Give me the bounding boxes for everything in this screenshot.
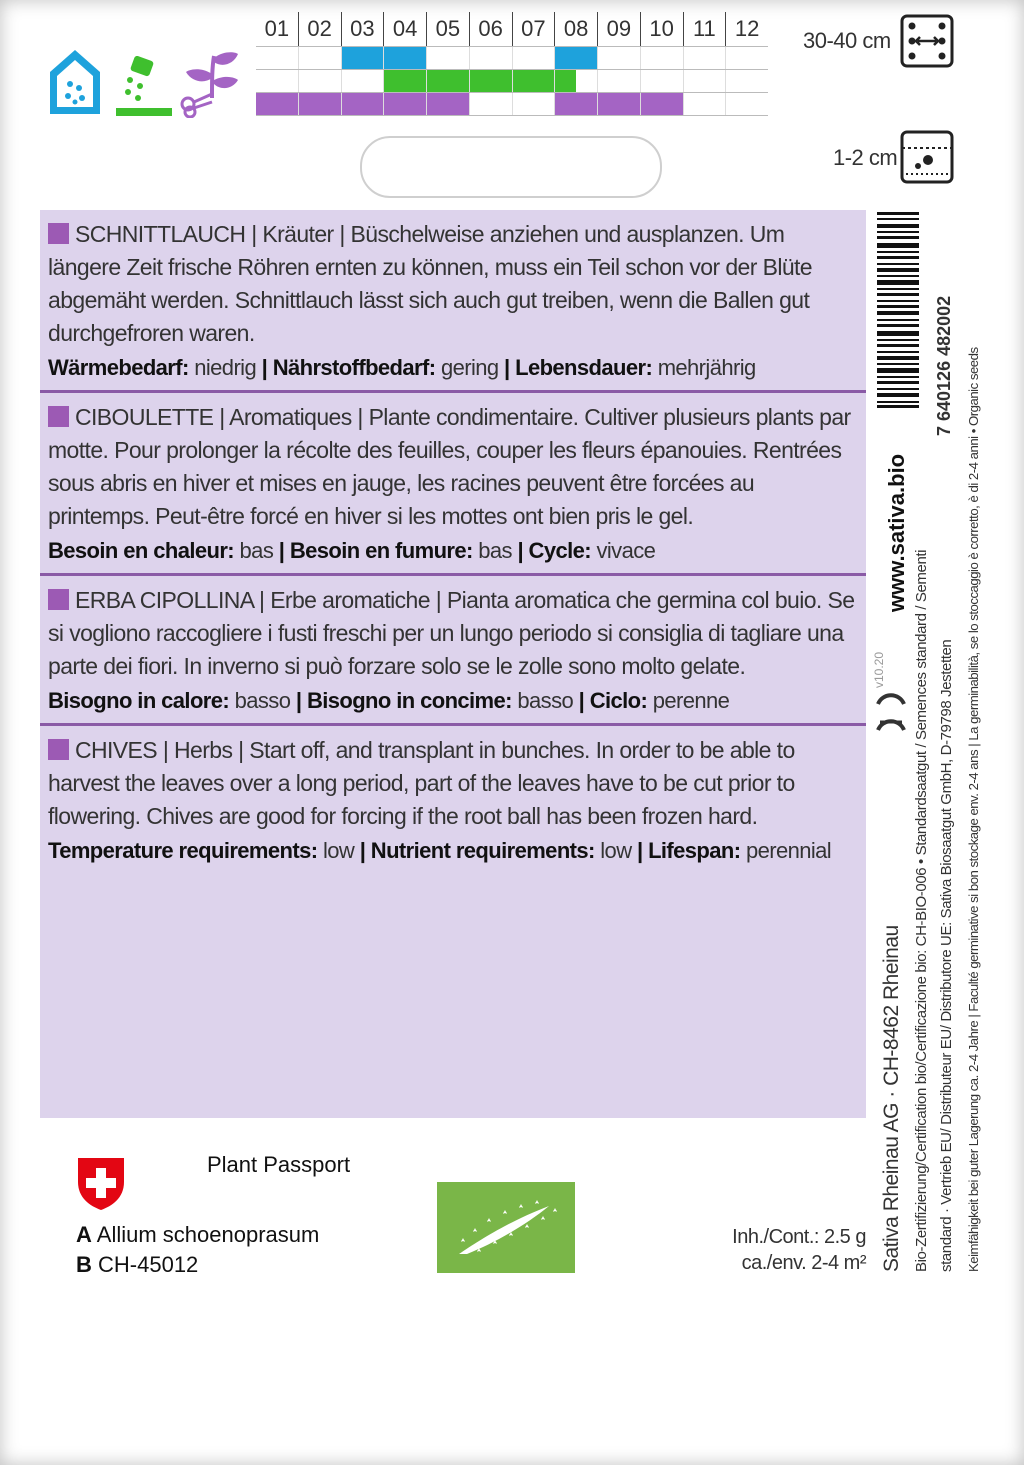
sowing-depth-text: 1-2 cm	[833, 145, 898, 170]
plant-passport-title: Plant Passport	[207, 1152, 351, 1177]
req-label: Cycle:	[528, 538, 591, 563]
germination-text: Keimfähigkeit bei guter Lagerung ca. 2-4 Jahre | Faculté germinative si bon stockage env. 2-4 ans | La germinabilità, se lo stoccaggio è corretto, è di 2-4 anni • Organic seeds	[966, 347, 981, 1272]
month-label: 08	[554, 12, 597, 46]
outdoor-sowing-icon	[114, 56, 172, 118]
month-label: 03	[341, 12, 384, 46]
passport-key: A	[76, 1222, 92, 1247]
bullet-square	[48, 589, 69, 610]
description-text: ERBA CIPOLLINA | Erbe aromatiche | Pianta aromatica che germina col buio. Se si vogliono raccogliere i fusti freschi per un lungo periodo si consiglia di tagliare una parte dei fiori. In inverno si può forzare solo se le zolle sono molto gelate.	[48, 587, 855, 679]
row-spacing-icon	[900, 14, 954, 68]
requirements-line: Besoin en chaleur: bas | Besoin en fumure: bas | Cycle: vivace	[48, 538, 656, 563]
month-label: 07	[512, 12, 555, 46]
req-label: Besoin en chaleur:	[48, 538, 235, 563]
description-text: SCHNITTLAUCH | Kräuter | Büschelweise anziehen und ausplanzen. Um längere Zeit frische Röhren ernten zu können, muss ein Teil schon vor der Blüte abgemäht werden. Schnittlauch lässt sich auch gut treiben, wenn die Ballen gut durchgefroren waren.	[48, 221, 813, 346]
section-it	[40, 576, 866, 726]
req-value: perennial	[745, 838, 832, 863]
month-label: 04	[383, 12, 426, 46]
req-label: Nutrient requirements:	[370, 838, 595, 863]
description-text: CHIVES | Herbs | Start off, and transplant in bunches. In order to be able to harvest the leaves over a long period, part of the leaves have to be cut prior to flowering. Chives are good for forcing if the root ball has been frozen hard.	[48, 737, 795, 829]
req-label: Ciclo:	[589, 688, 648, 713]
passport-value: CH-45012	[98, 1252, 199, 1277]
sowing-calendar	[256, 12, 768, 116]
req-value: mehrjährig	[657, 355, 756, 380]
sowing-depth-icon	[900, 130, 954, 184]
outdoor-sowing-row	[256, 69, 768, 92]
greenhouse-sowing-icon	[46, 46, 104, 118]
section-en	[40, 726, 866, 873]
version-text: v10.20	[872, 651, 886, 688]
swiss-shield-icon	[76, 1156, 126, 1212]
req-label: Bisogno in calore:	[48, 688, 230, 713]
description-text: CIBOULETTE | Aromatiques | Plante condimentaire. Cultiver plusieurs plants par motte. Pour prolonger la récolte des feuilles, couper les fleurs épanouies. Rentrées sous abris en hiver et mises en jauge, les racines peuvent être forcées au printemps. Peut-être forcé en hiver si les mottes ont bien pris le gel.	[48, 404, 851, 529]
req-value: bas	[239, 538, 274, 563]
passport-line-a	[76, 1222, 319, 1248]
ce-mark-icon	[874, 692, 908, 742]
eu-organic-logo	[437, 1182, 575, 1273]
req-label: Wärmebedarf:	[48, 355, 189, 380]
requirements-line: Bisogno in calore: basso | Bisogno in concime: basso | Ciclo: perenne	[48, 688, 730, 713]
req-value: vivace	[596, 538, 656, 563]
req-value: basso	[517, 688, 574, 713]
harvest-row	[256, 92, 768, 116]
req-label: Lifespan:	[648, 838, 741, 863]
passport-line-b	[76, 1252, 198, 1278]
req-label: Bisogno in concime:	[306, 688, 512, 713]
req-label: Lebensdauer:	[515, 355, 653, 380]
passport-value: Allium schoenoprasum	[96, 1222, 320, 1247]
passport-key: B	[76, 1252, 92, 1277]
barcode-number: 7 640126 482002	[934, 295, 954, 436]
month-label: 11	[683, 12, 726, 46]
req-label: Nährstoffbedarf:	[272, 355, 436, 380]
req-value: low	[600, 838, 632, 863]
barcode	[877, 212, 919, 408]
req-label: Besoin en fumure:	[289, 538, 473, 563]
month-label: 06	[469, 12, 512, 46]
requirements-line: Temperature requirements: low | Nutrient requirements: low | Lifespan: perennial	[48, 838, 832, 863]
req-value: niedrig	[194, 355, 257, 380]
month-label: 01	[264, 16, 290, 41]
contents-weight: Inh./Cont.: 2.5 g	[732, 1226, 866, 1248]
month-label: 10	[640, 12, 683, 46]
hang-hole	[360, 136, 662, 198]
month-label: 02	[298, 12, 341, 46]
req-value: basso	[234, 688, 291, 713]
month-label: 09	[597, 12, 640, 46]
eu-leaf-stars-icon	[437, 1182, 575, 1273]
requirements-line: Wärmebedarf: niedrig | Nährstoffbedarf: gering | Lebensdauer: mehrjährig	[48, 355, 756, 380]
contents-area: ca./env. 2-4 m²	[741, 1252, 866, 1274]
indoor-sowing-row	[256, 46, 768, 69]
description-panel	[40, 210, 866, 1118]
req-value: low	[322, 838, 355, 863]
bullet-square	[48, 223, 69, 244]
req-label: Temperature requirements:	[48, 838, 318, 863]
bullet-square	[48, 739, 69, 760]
section-de	[40, 210, 866, 393]
calendar-months	[256, 12, 768, 46]
req-value: gering	[440, 355, 499, 380]
row-spacing-text: 30-40 cm	[803, 28, 891, 53]
company-text: Sativa Rheinau AG · CH-8462 Rheinau	[880, 925, 903, 1272]
month-label: 12	[725, 12, 768, 46]
bullet-square	[48, 406, 69, 427]
req-value: bas	[478, 538, 512, 563]
harvest-scissors-icon	[178, 46, 244, 118]
section-fr	[40, 393, 866, 576]
website-text: www.sativa.bio	[884, 453, 909, 612]
req-value: perenne	[652, 688, 730, 713]
month-label: 05	[426, 12, 469, 46]
certification-line-1: Bio-Zertifizierung/Certification bio/Certificazione bio: CH-BIO-006 • Standardsaatgut / Semences standard / Sementi	[913, 549, 930, 1272]
certification-line-2: standard · Vertrieb EU/ Distributeur EU/ Distributore UE: Sativa Biosaatgut GmbH, D-79798 Jestetten	[938, 639, 955, 1272]
